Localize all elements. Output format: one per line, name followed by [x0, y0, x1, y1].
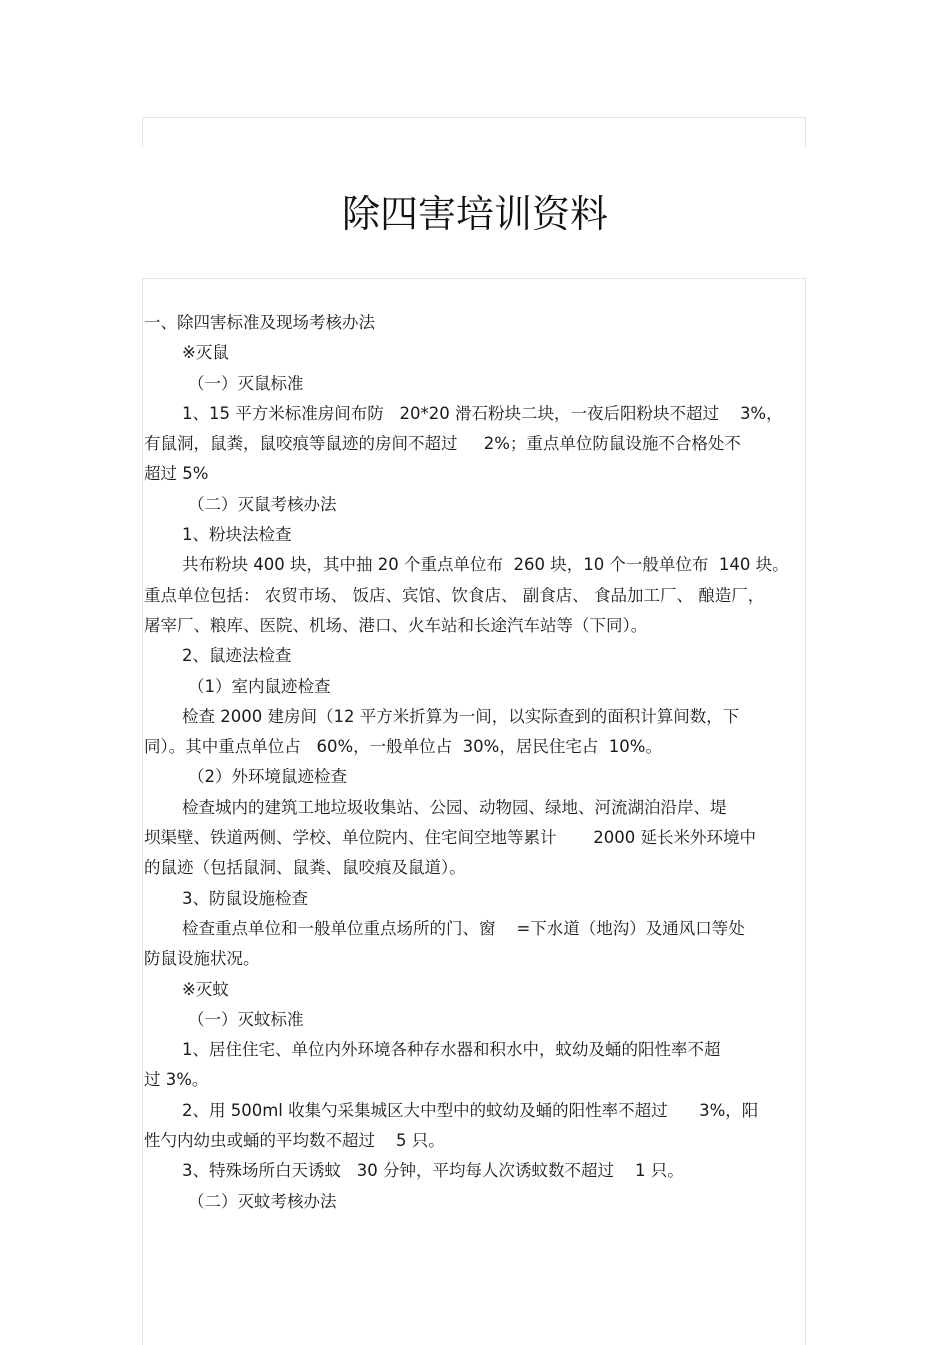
text-line: 3、防鼠设施检查 [182, 888, 308, 908]
text-line: 性勺内幼虫或蛹的平均数不超过 5 只。 [144, 1131, 445, 1151]
text-line: 的鼠迹（包括鼠洞、鼠粪、鼠咬痕及鼠道）。 [144, 858, 466, 878]
page-frame-top [142, 117, 806, 147]
text-line: （一）灭鼠标准 [188, 373, 304, 393]
text-line: 1、15 平方米标准房间布防 20*20 滑石粉块二块，一夜后阳粉块不超过 3%， [182, 403, 783, 423]
text-line: 超过 5% [144, 464, 209, 484]
document-body [144, 308, 810, 1217]
text-line: 一、除四害标准及现场考核办法 [144, 313, 375, 332]
text-line: （2）外环境鼠迹检查 [188, 767, 347, 787]
text-line: ※灭蚊 [182, 979, 229, 999]
text-line: （二）灭鼠考核办法 [188, 494, 337, 514]
text-line: 2、用 500ml 收集勺采集城区大中型中的蚊幼及蛹的阳性率不超过 3%，阳 [182, 1100, 759, 1120]
text-line: 过 3%。 [144, 1070, 209, 1090]
text-line: （二）灭蚊考核办法 [188, 1191, 337, 1211]
text-line: 防鼠设施状况。 [144, 949, 260, 969]
text-line: 检查重点单位和一般单位重点场所的门、窗 =下水道（地沟）及通风口等处 [182, 918, 745, 938]
text-line: 3、特殊场所白天诱蚊 30 分钟，平均每人次诱蚊数不超过 1 只。 [182, 1161, 684, 1181]
text-line: 共布粉块 400 块，其中抽 20 个重点单位布 260 块，10 个一般单位布 140 块。 [182, 555, 789, 575]
text-line: （一）灭蚊标准 [188, 1009, 304, 1029]
text-line: ※灭鼠 [182, 343, 229, 363]
text-line: 1、粉块法检查 [182, 525, 292, 545]
text-line: （1）室内鼠迹检查 [188, 676, 331, 696]
text-line: 1、居住住宅、单位内外环境各种存水器和积水中，蚊幼及蛹的阳性率不超 [182, 1040, 721, 1060]
document-title: 除四害培训资料 [341, 192, 608, 236]
text-line: 检查 2000 建房间（12 平方米折算为一间，以实际查到的面积计算间数，下 [182, 706, 740, 726]
text-line: 坝渠壁、铁道两侧、学校、单位院内、住宅间空地等累计 2000 延长米外环境中 [144, 828, 756, 848]
text-line: 重点单位包括： 农贸市场、 饭店、宾馆、饮食店、 副食店、 食品加工厂、 酿造厂， [144, 585, 765, 605]
text-line: 有鼠洞，鼠粪，鼠咬痕等鼠迹的房间不超过 2%；重点单位防鼠设施不合格处不 [144, 434, 741, 454]
text-line: 检查城内的建筑工地垃圾收集站、公园、动物园、绿地、河流湖泊沿岸、堤 [182, 797, 727, 817]
text-line: 同）。其中重点单位占 60%，一般单位占 30%，居民住宅占 10%。 [144, 737, 662, 757]
text-line: 屠宰厂、粮库、医院、机场、港口、火车站和长途汽车站等（下同）。 [144, 615, 648, 635]
text-line: 2、鼠迹法检查 [182, 646, 292, 666]
